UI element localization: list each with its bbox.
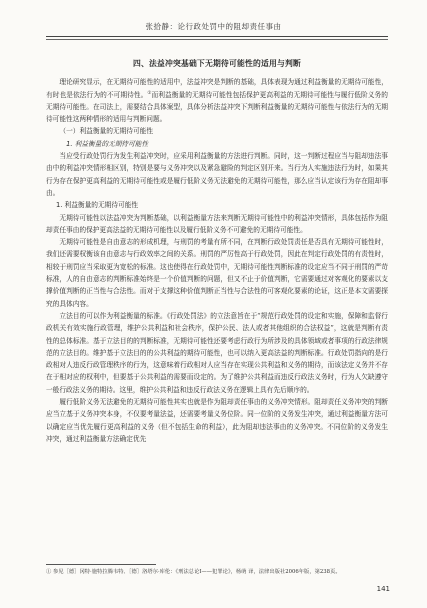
paragraph-intro (46, 76, 388, 125)
subheading-italic: 1. 利益衡量的无期待可能性 (66, 139, 149, 148)
footnote: ① 参见［德］冈特·施特拉腾韦特、［德］洛塔尔·库伦：《刑法总论Ⅰ——犯罪论》，杨萌 译，法律出版社2006年版，第238页。 (46, 569, 341, 575)
paragraph-4: 立法目的可以作为利益衡量的标准。《行政处罚法》的立法意旨在于“规范行政处罚的设定和实施，保障和监督行政机关有效实施行政管理，维护公共利益和社会秩序，保护公民、法人或者其他组织的合法权益”，这就是判断有责性的总体标准。基于立法目的的判断标准，无期待可能性还要考虑行政行为所涉及的具体领域或者事项的行政法律规范的立法目的。维护基于立法目的的公共利益的期待可能性，也可以纳入更高法益的判断标准。行政处罚指向的是行政相对人违反行政管理秩序的行为，这意味着行政相对人应当存在实现公共利益和义务的期待，而该法定义务并不存在于相对应的权利中，但要基于公共利益的需要而设定的。为了维护公共利益而违反行政法义务时，行为人欠缺遵守一般行政法义务的期待。这里，维护公共利益和违反行政法义务在逻辑上具有先后顺序的。 (46, 311, 388, 394)
footnote-rule (46, 564, 156, 565)
page-number: 141 (376, 585, 390, 593)
paragraph-3: 无期待可能性是自由意志的形成机理，与刑罚的考量有所不同，在判断行政处罚责任是否具有无期待可能性时，我们还需要权衡该自由意志与行政效率之间的关系。刑罚的严厉性高于行政处罚，因此在判定行政处罚的有责性时，相较于刑罚应当采取更为宽松的标准。这也使得在行政处罚中，无期待可能性判断标准的设定应当不同于刑罚的严苛标准，人的自由意志的判断标准始终是一个价值判断的问题，但又不止于价值判断，它需要通过对客观化的要素以支撑价值判断的正当性与合法性。而对于支撑这种价值判断正当性与合法性的可客观化要素的论证，这正是本文需要探究的具体内容。 (46, 238, 388, 308)
footnote-marker: ① (147, 90, 152, 96)
paragraph-1: 当应受行政处罚行为发生利益冲突时，应采用利益衡量的方法进行判断。同时，这一判断过程应当与阻却违法事由中的利益冲突情形相区别，特别是要与义务冲突以及紧急避险的判定区别开来。当行为人实施违法行为时，如果其行为存在保护更高利益的无期待可能性或是履行低阶义务无法避免的无期待可能性，那么应当认定该行为存在阻却事由。 (46, 152, 388, 197)
paragraph-5: 履行低阶义务无法避免的无期待可能性其实也就是作为阻却责任事由的义务冲突情形。阻却责任义务冲突的判断应当立基于义务冲突本身，不仅要考量法益，还需要考量义务位阶。同一位阶的义务发生冲突，通过利益衡量方法可以确定应当优先履行更高利益的义务（但不包括生命的利益），此为阻却违法事由的义务冲突。不同位阶的义务发生冲突，通过利益衡量方法确定优先 (46, 398, 388, 443)
subheading-1: （一）利益衡量的无期待可能性 (59, 127, 154, 136)
intro-text: 理论研究显示，在无期待可能性的适用中，法益冲突是判断的基础，具体表现为通过利益衡量的无期待可能性，有时也是依法行为的不可期待性。 (46, 78, 388, 99)
section-title: 四、法益冲突基础下无期待可能性的适用与判断 (133, 59, 301, 68)
running-header: 张拾静：论行政处罚中的阻却责任事由 (145, 22, 282, 31)
header-rule-thin (46, 39, 388, 40)
subheading-2: 1. 利益衡量的无期待可能性 (56, 201, 139, 210)
paragraph-2: 无期待可能性以法益冲突为判断基础，以利益衡量方法来判断无期待可能性中的利益冲突情形，具体包括作为阻却责任事由的保护更高法益的无期待可能性以及履行低阶义务不可避免的无期待可能性。 (46, 213, 388, 234)
header-rule (46, 36, 388, 37)
body-text (46, 58, 388, 445)
intro-text-rest: 而利益衡量的无期待可能性包括保护更高利益的无期待可能性与履行低阶义务的无期待可能性。在司法上，需要结合具体案型，具体分析法益冲突下判断利益衡量的无期待可能性与依法行为的无期待可能性这两种情形的适用与判断问题。 (46, 90, 388, 124)
